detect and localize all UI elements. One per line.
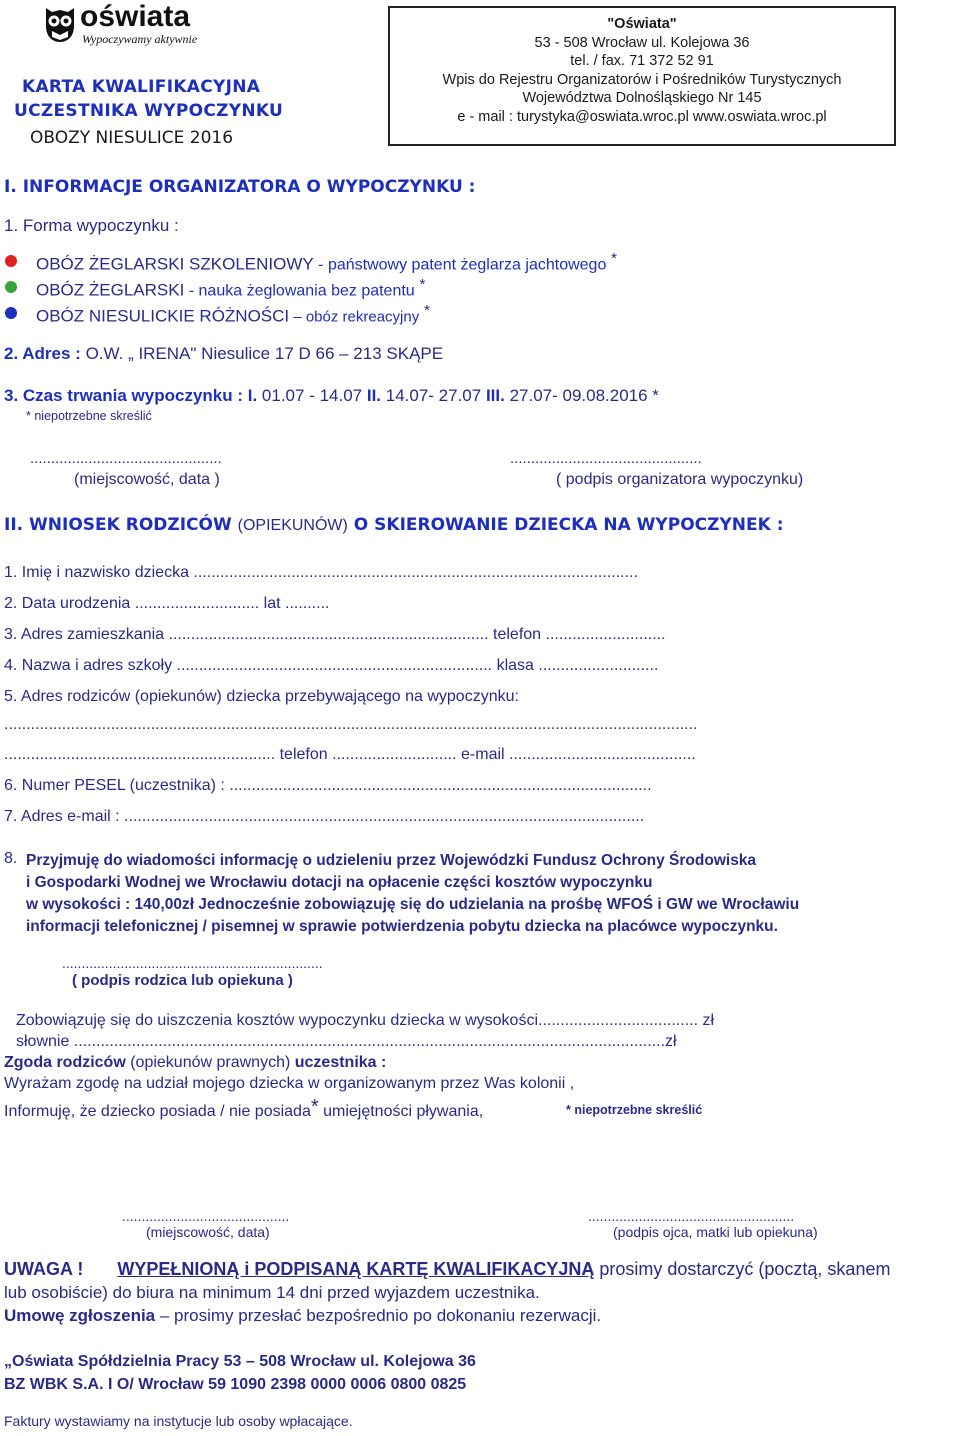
notice-rest: prosimy dostarczyć (pocztą, skanem bbox=[594, 1259, 891, 1279]
notice-umowe-rest: – prosimy przesłać bezpośrednio po dokonaniu rezerwacji. bbox=[155, 1306, 602, 1325]
option-name: OBÓZ ŻEGLARSKI SZKOLENIOWY bbox=[36, 254, 314, 274]
section1-heading: I. INFORMACJE ORGANIZATORA O WYPOCZYNKU : bbox=[4, 177, 476, 197]
birth-date-field[interactable]: 2. Data urodzenia ............................ lat .......... bbox=[4, 595, 330, 612]
wfos-line: w wysokości : 140,00zł Jednocześnie zobowiązuję się do udzielania na prośbę WFOŚ i GW we Wrocławiu bbox=[26, 896, 800, 913]
consent-line1: Wyrażam zgodę na udział mojego dziecka w organizowanym przez Was kolonii , bbox=[4, 1075, 575, 1092]
parent-signature-caption: ( podpis rodzica lub opiekuna ) bbox=[72, 972, 293, 989]
parents-address-label: 5. Adres rodziców (opiekunów) dziecka przebywającego na wypoczynku: bbox=[4, 688, 519, 705]
turn3-label: III. bbox=[485, 386, 505, 405]
footnote: * niepotrzebne skreślić bbox=[26, 409, 152, 423]
section2-heading-mid: (OPIEKUNÓW) bbox=[237, 517, 348, 534]
wfos-line: i Gospodarki Wodnej we Wrocławiu dotacji na opłacenie części kosztów wypoczynku bbox=[26, 874, 653, 891]
card-title-line2: UCZESTNIKA WYPOCZYNKU bbox=[14, 101, 284, 121]
parent-place-date-dots[interactable]: ........................................... bbox=[122, 1208, 290, 1224]
section2-heading bbox=[4, 515, 784, 535]
option-desc: - państwowy patent żeglarza jachtowego bbox=[313, 256, 607, 274]
card-subtitle: OBOZY NIESULICE 2016 bbox=[30, 128, 234, 148]
organizer-signature-dots[interactable]: .............................................. bbox=[510, 450, 702, 467]
swim-statement-end: umiejętności pływania, bbox=[318, 1103, 484, 1120]
organizer-phone: tel. / fax. 71 372 52 91 bbox=[570, 53, 714, 69]
notice-line3 bbox=[4, 1306, 601, 1326]
turn1-label: I. bbox=[247, 386, 258, 405]
duration-row bbox=[4, 386, 659, 406]
oswiata-logo bbox=[40, 2, 220, 50]
address-value: O.W. „ IRENA" Niesulice 17 D 66 – 213 SKĄPE bbox=[80, 344, 444, 363]
option-star: * bbox=[423, 302, 430, 319]
parents-address-field[interactable]: ............................................................................................................................................................ bbox=[4, 716, 698, 733]
form-label: 1. Forma wypoczynku : bbox=[4, 216, 179, 235]
red-bullet-icon bbox=[5, 255, 17, 267]
parent-signature-dots[interactable]: ................................................................... bbox=[62, 955, 323, 971]
cost-field[interactable]: Zobowiązuję się do uiszczenia kosztów wypoczynku dziecka w wysokości.................................... zł bbox=[16, 1012, 715, 1029]
notice-line2: lub osobiście) do biura na minimum 14 dni przed wyjazdem uczestnika. bbox=[4, 1283, 540, 1302]
turn2-label: II. bbox=[366, 386, 382, 405]
option-name: OBÓZ NIESULICKIE RÓŻNOŚCI bbox=[36, 306, 290, 326]
logo-tagline: Wypoczywamy aktywnie bbox=[82, 32, 198, 46]
option-star: * bbox=[611, 250, 617, 267]
option-desc: - nauka żeglowania bez patentu bbox=[184, 282, 415, 300]
school-field[interactable]: 4. Nazwa i adres szkoły ....................................................................... klasa ........................... bbox=[4, 657, 659, 674]
swim-statement[interactable]: Informuję, że dziecko posiada / nie posiada bbox=[4, 1103, 311, 1120]
footer-company: „Oświata Spółdzielnia Pracy 53 – 508 Wrocław ul. Kolejowa 36 bbox=[4, 1353, 476, 1370]
organizer-name: "Oświata" bbox=[607, 16, 677, 32]
consent-heading bbox=[4, 1054, 386, 1072]
parent-signature-final-dots[interactable]: ..................................................... bbox=[588, 1208, 795, 1224]
cost-words-field[interactable]: słownie .....................................................................................................................................zł bbox=[16, 1033, 677, 1050]
organizer-registry-line1: Wpis do Rejestru Organizatorów i Pośredników Turystycznych bbox=[442, 71, 842, 88]
place-date-caption: (miejscowość, data ) bbox=[74, 471, 220, 488]
logo-name: oświata bbox=[80, 0, 191, 33]
option-star: * bbox=[419, 276, 426, 293]
consent-bold-1: Zgoda rodziców bbox=[4, 1054, 126, 1071]
wfos-line: informacji telefonicznej / pisemnej w sprawie potwierdzenia pobytu dziecka na placówce wypoczynku. bbox=[26, 918, 778, 935]
organizer-email: e - mail : turystyka@oswiata.wroc.pl www.oswiata.wroc.pl bbox=[457, 108, 827, 125]
turn2-dates: 14.07- 27.07 bbox=[381, 386, 486, 405]
blue-bullet-icon bbox=[5, 307, 17, 319]
home-address-field[interactable]: 3. Adres zamieszkania ........................................................................ telefon ........................... bbox=[4, 626, 666, 643]
duration-label: 3. Czas trwania wypoczynku : bbox=[4, 386, 248, 405]
option-name: OBÓZ ŻEGLARSKI bbox=[36, 280, 185, 300]
option-sailing[interactable] bbox=[36, 276, 425, 301]
parent-signature-final-caption: (podpis ojca, matki lub opiekuna) bbox=[613, 1224, 818, 1240]
section2-heading-end: O SKIEROWANIE DZIECKA NA WYPOCZYNEK : bbox=[347, 515, 784, 535]
item8-number: 8. bbox=[4, 850, 18, 867]
turn3-dates: 27.07- 09.08.2016 * bbox=[504, 386, 659, 405]
place-date-dots[interactable]: .............................................. bbox=[30, 450, 222, 467]
option-desc: – obóz rekreacyjny bbox=[289, 308, 420, 326]
swim-star: * bbox=[310, 1096, 319, 1118]
parent-place-date-caption: (miejscowość, data) bbox=[146, 1224, 270, 1240]
notice-bold: WYPEŁNIONĄ i PODPISANĄ KARTĘ KWALIFIKACYJNĄ bbox=[117, 1259, 595, 1279]
notice-line1 bbox=[4, 1259, 890, 1280]
organizer-signature-caption: ( podpis organizatora wypoczynku) bbox=[556, 471, 804, 488]
notice-uwaga: UWAGA ! bbox=[4, 1259, 84, 1279]
wfos-line: Przyjmuję do wiadomości informację o udzieleniu przez Wojewódzki Fundusz Ochrony Środowiska bbox=[26, 852, 757, 869]
pesel-field[interactable]: 6. Numer PESEL (uczestnika) : ............................................................................................... bbox=[4, 777, 652, 794]
footer-bank: BZ WBK S.A. I O/ Wrocław 59 1090 2398 0000 0006 0800 0825 bbox=[4, 1376, 467, 1393]
organizer-address: 53 - 508 Wrocław ul. Kolejowa 36 bbox=[534, 34, 750, 51]
child-name-field[interactable]: 1. Imię i nazwisko dziecka .................................................................................................... bbox=[4, 564, 638, 581]
section2-heading-start: II. WNIOSEK RODZICÓW bbox=[4, 515, 238, 535]
turn1-dates: 01.07 - 14.07 bbox=[257, 386, 367, 405]
footer-invoice: Faktury wystawiamy na instytucje lub osoby wpłacające. bbox=[4, 1413, 353, 1429]
notice-umowe: Umowę zgłoszenia bbox=[4, 1306, 156, 1325]
organizer-registry-line2: Województwa Dolnośląskiego Nr 145 bbox=[522, 90, 762, 106]
address-row bbox=[4, 344, 443, 364]
consent-line2 bbox=[4, 1096, 484, 1122]
organizer-box bbox=[388, 6, 896, 146]
wfos-notice bbox=[26, 850, 799, 938]
consent-bold-2: uczestnika : bbox=[294, 1054, 387, 1071]
option-varieties[interactable] bbox=[36, 302, 430, 327]
owl-icon bbox=[42, 4, 78, 44]
email-field[interactable]: 7. Adres e-mail : ..................................................................................................................... bbox=[4, 808, 645, 825]
swim-footnote: * niepotrzebne skreślić bbox=[566, 1103, 703, 1117]
consent-mid: (opiekunów prawnych) bbox=[125, 1054, 295, 1071]
card-title-line1: KARTA KWALIFIKACYJNA bbox=[22, 77, 261, 97]
option-sailing-training[interactable] bbox=[36, 250, 617, 275]
green-bullet-icon bbox=[5, 281, 17, 293]
parents-contact-field[interactable]: ............................................................. telefon ............................ e-mail .......................................... bbox=[4, 746, 696, 763]
address-label: 2. Adres : bbox=[4, 344, 81, 363]
